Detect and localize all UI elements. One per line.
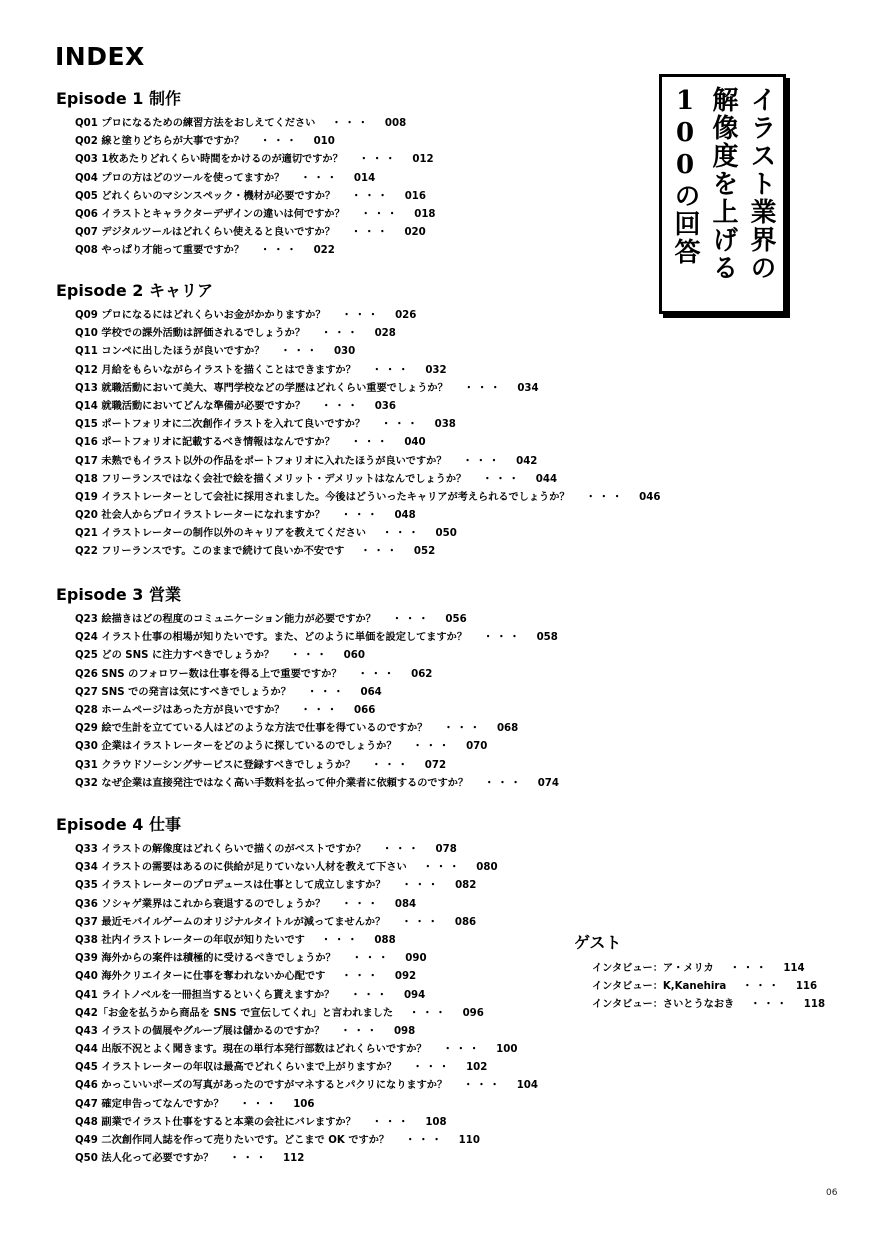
page-ref: 046 [639, 491, 661, 503]
item-text: インタビュー：さいとうなおき [592, 999, 735, 1011]
leader-dots: ・・・ [443, 723, 483, 735]
page-ref: 088 [374, 934, 396, 946]
question-item[interactable] [75, 471, 660, 489]
question-item[interactable] [75, 188, 436, 206]
page-ref: 098 [393, 1025, 416, 1037]
question-item[interactable] [75, 133, 436, 151]
item-text: Q32 なぜ企業は直接発注ではなく高い手数料を払って仲介業者に依頼するのですか？ [75, 777, 469, 789]
question-item[interactable] [75, 1023, 538, 1041]
item-text: Q30 企業はイラストレーターをどのように探しているのでしょうか？ [75, 741, 397, 753]
leader-dots: ・・・ [482, 473, 522, 485]
page-ref: 094 [403, 989, 426, 1001]
question-item[interactable] [75, 738, 559, 756]
item-text: Q43 イラストの個展やグループ展は儲かるのですか？ [75, 1025, 325, 1037]
page-ref: 010 [313, 136, 335, 148]
leader-dots: ・・・ [463, 382, 504, 394]
item-text: Q01 プロになるための練習方法をおしえてください [75, 118, 316, 129]
question-item[interactable] [75, 115, 436, 133]
question-item[interactable] [75, 1005, 538, 1023]
item-text: Q33 イラストの解像度はどれくらいで描くのがベストですか？ [75, 844, 366, 855]
item-text: Q09 プロになるにはどれくらいお金がかかりますか？ [75, 310, 326, 321]
leader-dots: ・・・ [360, 546, 400, 558]
page-ref: 048 [394, 510, 416, 522]
vertical-title-line-1: イラスト業界の [746, 86, 776, 282]
page-ref: 060 [343, 650, 365, 662]
leader-dots: ・・・ [462, 455, 503, 467]
leader-dots: ・・・ [350, 227, 391, 239]
item-text: Q15 ポートフォリオに二次創作イラストを入れて良いですか？ [75, 419, 366, 431]
question-item[interactable] [75, 702, 559, 720]
episode-4-section [56, 812, 538, 1168]
episode-title: Episode 1 制作 [56, 89, 181, 108]
item-text: Q29 絵で生計を立てている人はどのような方法で仕事を得ているのですか？ [75, 723, 428, 735]
item-text: Q31 クラウドソーシングサービスに登録すべきでしょうか？ [75, 759, 356, 771]
item-text: Q23 絵描きはどの程度のコミュニケーション能力が必要ですか？ [75, 614, 376, 625]
question-item[interactable] [75, 1150, 538, 1168]
page-ref: 056 [445, 614, 467, 625]
item-text: Q27 SNS での発言は気にすべきでしょうか？ [75, 686, 291, 698]
page-ref: 022 [313, 245, 335, 257]
item-text: Q46 かっこいいポーズの写真があったのですがマネするとパクリになりますか？ [75, 1080, 448, 1092]
question-list [56, 115, 436, 261]
question-item[interactable] [75, 151, 436, 169]
leader-dots: ・・・ [321, 400, 361, 412]
item-text: Q07 デジタルツールはどれくらい使えると良いですか？ [75, 227, 335, 239]
leader-dots: ・・・ [412, 1062, 453, 1074]
page-ref: 050 [435, 528, 457, 540]
page-ref: 110 [458, 1135, 480, 1146]
item-text: Q14 就職活動においてどんな準備が必要ですか？ [75, 400, 306, 412]
question-item[interactable] [75, 1114, 538, 1132]
page-ref: 052 [413, 546, 436, 558]
item-text: Q08 やっぱり才能って重要ですか？ [75, 245, 245, 257]
item-text: Q13 就職活動において美大、専門学校などの学歴はどれくらい重要でしょうか？ [75, 382, 448, 394]
page-ref: 100 [496, 1044, 518, 1056]
page-ref: 008 [384, 118, 407, 129]
question-item[interactable] [75, 1059, 538, 1077]
page-ref: 062 [411, 668, 433, 680]
page-ref: 090 [405, 953, 427, 965]
question-item[interactable] [75, 611, 559, 629]
item-text: Q50 法人化って必要ですか？ [75, 1153, 214, 1165]
page-ref: 112 [283, 1153, 305, 1165]
leader-dots: ・・・ [401, 916, 441, 928]
item-text: Q05 どれくらいのマシンスペック・機材が必要ですか？ [75, 190, 336, 202]
leader-dots: ・・・ [260, 245, 300, 257]
leader-dots: ・・・ [300, 172, 340, 184]
page-ref: 064 [360, 686, 382, 698]
guest-title: ゲスト [574, 933, 622, 952]
item-text: Q17 未熟でもイラスト以外の作品をポートフォリオに入れたほうが良いですか？ [75, 455, 447, 467]
page-ref: 092 [394, 971, 417, 983]
leader-dots: ・・・ [229, 1153, 270, 1165]
question-item[interactable] [75, 543, 660, 561]
leader-dots: ・・・ [306, 686, 347, 698]
item-text: Q03 1枚あたりどれくらい時間をかけるのが適切ですか？ [75, 154, 343, 166]
item-text: Q48 副業でイラスト仕事をすると本業の会社にバレますか？ [75, 1116, 356, 1128]
question-item[interactable] [75, 170, 436, 188]
guest-item[interactable] [592, 978, 825, 996]
item-text: Q49 二次創作同人誌を作って売りたいです。どこまで OK ですか？ [75, 1135, 390, 1146]
page-ref: 086 [454, 916, 477, 928]
item-text: Q44 出版不況とよく聞きます。現在の単行本発行部数はどれくらいですか？ [75, 1044, 427, 1056]
index-title: INDEX [55, 42, 145, 71]
item-text: Q19 イラストレーターとして会社に採用されました。今後はどういったキャリアが考えられるでしょうか？ [75, 491, 570, 503]
question-item[interactable] [75, 380, 660, 398]
leader-dots: ・・・ [409, 1007, 449, 1019]
question-item[interactable] [75, 684, 559, 702]
question-item[interactable] [75, 896, 538, 914]
episode-2-section [56, 278, 660, 562]
item-text: Q40 海外クリエイターに仕事を奪われないか心配です [75, 971, 326, 983]
question-item[interactable] [75, 224, 436, 242]
page-ref: 078 [435, 844, 457, 855]
leader-dots: ・・・ [442, 1044, 483, 1056]
leader-dots: ・・・ [350, 989, 390, 1001]
item-text: Q42「お金を払うから商品を SNS で宣伝してくれ」と言われました [75, 1007, 394, 1019]
question-item[interactable] [75, 507, 660, 525]
episode-title: Episode 3 営業 [56, 585, 181, 604]
item-text: Q16 ポートフォリオに記載するべき情報はなんですか？ [75, 437, 335, 449]
item-text: Q04 プロの方はどのツールを使ってますか？ [75, 172, 285, 184]
item-text: インタビュー：K,Kanehira [592, 981, 727, 993]
leader-dots: ・・・ [412, 741, 453, 753]
question-item[interactable] [75, 987, 538, 1005]
item-text: Q20 社会人からプロイラストレーターになれますか？ [75, 510, 325, 522]
leader-dots: ・・・ [401, 880, 442, 892]
leader-dots: ・・・ [321, 328, 361, 340]
leader-dots: ・・・ [371, 759, 411, 771]
leader-dots: ・・・ [381, 844, 422, 855]
item-text: Q36 ソシャゲ業界はこれから衰退するのでしょうか？ [75, 898, 326, 910]
item-text: Q47 確定申告ってなんですか？ [75, 1098, 224, 1110]
leader-dots: ・・・ [381, 528, 422, 540]
item-text: Q18 フリーランスではなく会社で絵を描くメリット・デメリットはなんでしょうか？ [75, 473, 467, 485]
item-text: Q39 海外からの案件は積極的に受けるべきでしょうか？ [75, 953, 336, 965]
page-ref: 116 [795, 981, 818, 993]
item-text: Q26 SNS のフォロワー数は仕事を得る上で重要ですか？ [75, 668, 342, 680]
leader-dots: ・・・ [341, 898, 381, 910]
leader-dots: ・・・ [239, 1098, 280, 1110]
episode-title: Episode 4 仕事 [56, 815, 181, 834]
question-item[interactable] [75, 757, 559, 775]
item-text: Q21 イラストレーターの制作以外のキャリアを教えてください [75, 528, 366, 540]
question-item[interactable] [75, 968, 538, 986]
vertical-title-line-2: 解像度を上げる [708, 86, 738, 282]
question-item[interactable] [75, 242, 436, 260]
item-text: Q35 イラストレーターのプロデュースは仕事として成立しますか？ [75, 880, 386, 892]
leader-dots: ・・・ [484, 777, 524, 789]
page-ref: 108 [425, 1116, 447, 1128]
item-text: Q06 イラストとキャラクターデザインの違いは何ですか？ [75, 208, 345, 220]
item-text: Q02 線と塗りどちらが大事ですか？ [75, 136, 245, 148]
leader-dots: ・・・ [341, 310, 382, 321]
guest-section [574, 930, 825, 1015]
question-list [56, 611, 559, 793]
item-text: Q22 フリーランスです。このままで続けて良いか不安です [75, 546, 345, 558]
question-item[interactable] [75, 841, 538, 859]
leader-dots: ・・・ [391, 614, 432, 625]
page-ref: 030 [333, 346, 356, 358]
leader-dots: ・・・ [340, 510, 381, 522]
page-ref: 014 [353, 172, 376, 184]
page-ref: 106 [293, 1098, 315, 1110]
question-item[interactable] [75, 362, 660, 380]
question-item[interactable] [75, 1041, 538, 1059]
page-ref: 012 [412, 154, 434, 166]
page-ref: 070 [466, 741, 488, 753]
page-ref: 074 [537, 777, 559, 789]
vertical-book-title [659, 74, 786, 314]
page-ref: 102 [466, 1062, 488, 1074]
guest-list [574, 960, 825, 1015]
page-ref: 114 [783, 963, 805, 974]
question-item[interactable] [75, 453, 660, 471]
question-item[interactable] [75, 647, 559, 665]
leader-dots: ・・・ [350, 437, 391, 449]
vertical-title-line-3: 100の回答 [670, 86, 700, 266]
leader-dots: ・・・ [371, 1116, 412, 1128]
page-ref: 020 [404, 227, 426, 239]
page-ref: 040 [404, 437, 426, 449]
leader-dots: ・・・ [351, 190, 391, 202]
episode-1-section [56, 86, 436, 261]
question-item[interactable] [75, 343, 660, 361]
question-item[interactable] [75, 489, 660, 507]
page-ref: 058 [536, 632, 558, 644]
leader-dots: ・・・ [422, 862, 463, 874]
page-ref: 072 [424, 759, 447, 771]
page-ref: 018 [414, 208, 436, 220]
leader-dots: ・・・ [371, 364, 412, 376]
leader-dots: ・・・ [357, 668, 398, 680]
question-item[interactable] [75, 307, 660, 325]
item-text: Q34 イラストの需要はあるのに供給が足りていない人材を教えて下さい [75, 862, 407, 874]
page-ref: 096 [462, 1007, 484, 1019]
leader-dots: ・・・ [405, 1135, 445, 1146]
question-item[interactable] [75, 1077, 538, 1095]
page-ref: 032 [425, 364, 447, 376]
leader-dots: ・・・ [463, 1080, 503, 1092]
item-text: Q11 コンペに出したほうが良いですか？ [75, 346, 265, 358]
item-text: Q41 ライトノベルを一冊担当するといくら貰えますか？ [75, 989, 335, 1001]
leader-dots: ・・・ [340, 1025, 380, 1037]
page-ref: 026 [395, 310, 417, 321]
leader-dots: ・・・ [381, 419, 421, 431]
leader-dots: ・・・ [483, 632, 523, 644]
question-item[interactable] [75, 325, 660, 343]
page-ref: 016 [404, 190, 426, 202]
item-text: Q45 イラストレーターの年収は最高でどれくらいまで上がりますか？ [75, 1062, 397, 1074]
question-item[interactable] [75, 666, 559, 684]
guest-item[interactable] [592, 996, 825, 1014]
item-text: インタビュー：ア・メリカ [592, 963, 714, 974]
item-text: Q25 どの SNS に注力すべきでしょうか？ [75, 650, 275, 662]
item-text: Q37 最近モバイルゲームのオリジナルタイトルが減ってませんか？ [75, 916, 386, 928]
page-ref: 034 [517, 382, 539, 394]
leader-dots: ・・・ [360, 208, 401, 220]
page-ref: 066 [354, 704, 376, 716]
leader-dots: ・・・ [351, 953, 392, 965]
page-ref: 104 [516, 1080, 538, 1092]
question-item[interactable] [75, 932, 538, 950]
page-ref: 068 [496, 723, 519, 735]
leader-dots: ・・・ [742, 981, 782, 993]
question-list [56, 307, 660, 562]
item-text: Q28 ホームページはあった方が良いですか？ [75, 704, 285, 716]
episode-3-section [56, 582, 559, 793]
guest-item[interactable] [592, 960, 825, 978]
leader-dots: ・・・ [280, 346, 320, 358]
leader-dots: ・・・ [320, 934, 361, 946]
item-text: Q38 社内イラストレーターの年収が知りたいです [75, 934, 305, 946]
page-ref: 036 [374, 400, 396, 412]
leader-dots: ・・・ [358, 154, 399, 166]
question-item[interactable] [75, 1132, 538, 1150]
leader-dots: ・・・ [260, 136, 300, 148]
leader-dots: ・・・ [585, 491, 626, 503]
question-item[interactable] [75, 877, 538, 895]
question-item[interactable] [75, 434, 660, 452]
page-ref: 082 [455, 880, 477, 892]
leader-dots: ・・・ [729, 963, 770, 974]
question-item[interactable] [75, 720, 559, 738]
question-item[interactable] [75, 525, 660, 543]
question-item[interactable] [75, 206, 436, 224]
item-text: Q10 学校での課外活動は評価されるでしょうか？ [75, 328, 306, 340]
page-ref: 084 [394, 898, 417, 910]
leader-dots: ・・・ [750, 999, 790, 1011]
leader-dots: ・・・ [341, 971, 381, 983]
page-ref: 028 [374, 328, 396, 340]
page-ref: 042 [516, 455, 538, 467]
question-item[interactable] [75, 859, 538, 877]
question-item[interactable] [75, 950, 538, 968]
question-item[interactable] [75, 1096, 538, 1114]
item-text: Q24 イラスト仕事の相場が知りたいです。また、どのように単価を設定してますか？ [75, 632, 468, 644]
leader-dots: ・・・ [300, 704, 341, 716]
page-ref: 080 [476, 862, 498, 874]
question-list [56, 841, 538, 1168]
page-ref: 044 [535, 473, 558, 485]
question-item[interactable] [75, 914, 538, 932]
question-item[interactable] [75, 629, 559, 647]
episode-title: Episode 2 キャリア [56, 281, 213, 300]
leader-dots: ・・・ [331, 118, 371, 129]
question-item[interactable] [75, 398, 660, 416]
page-number: 06 [826, 1188, 838, 1198]
item-text: Q12 月給をもらいながらイラストを描くことはできますか？ [75, 364, 356, 376]
question-item[interactable] [75, 775, 559, 793]
leader-dots: ・・・ [290, 650, 330, 662]
page-ref: 038 [434, 419, 456, 431]
page-ref: 118 [803, 999, 826, 1011]
question-item[interactable] [75, 416, 660, 434]
